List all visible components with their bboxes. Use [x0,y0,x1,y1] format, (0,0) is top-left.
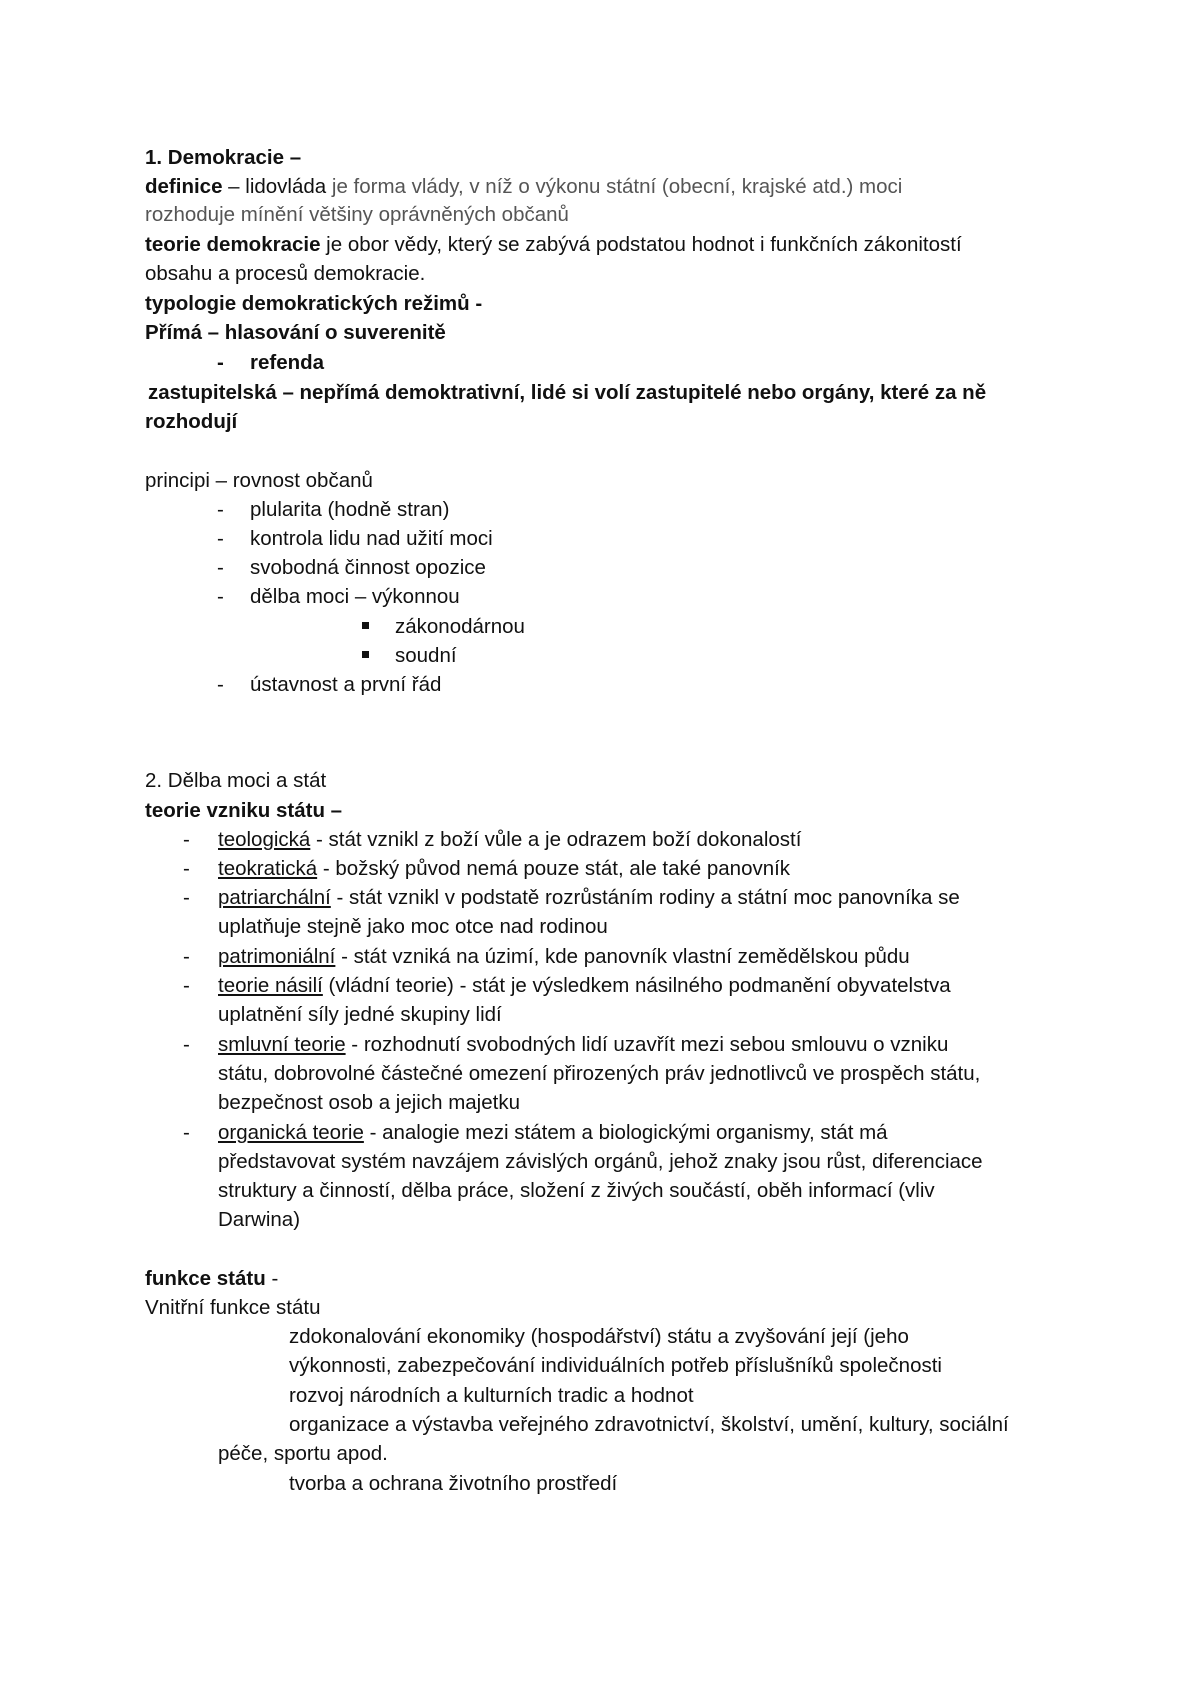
principle-text: plularita (hodně stran) [250,498,450,521]
representative-democracy-2: rozhodují [145,410,238,433]
theory-item-term: patrimoniální [218,945,336,968]
theory-item-text: - stát vzniká na úzimí, kde panovník vlastní zemědělskou půdu [335,945,910,968]
dash-marker: - [217,556,224,579]
power-subitem-text: zákonodárnou [395,615,525,638]
dash-marker: - [217,585,224,608]
dash-marker: - [183,945,190,968]
functions-heading-dash: - [265,1267,279,1290]
internal-functions-heading: Vnitřní funkce státu [145,1296,321,1319]
function-line: výkonnosti, zabezpečování individuálních potřeb příslušníků společnosti [289,1354,942,1377]
dash-marker: - [183,1033,190,1056]
function-line: rozvoj národních a kulturních tradic a hodnot [289,1384,694,1407]
dash-marker: - [183,886,190,909]
dash-marker: - [217,498,224,521]
functions-heading-text: funkce státu [145,1267,266,1290]
theory-text: je obor vědy, který se zabývá podstatou hodnot i funkčních zákonitostí [320,233,962,256]
square-bullet-icon [362,651,369,658]
theory-item-continuation: uplatňuje stejně jako moc otce nad rodinou [218,915,608,938]
definition-separator: – [222,175,246,198]
theory-item-text: - stát vznikl v podstatě rozrůstáním rodiny a státní moc panovníka se [330,886,960,909]
definition-text: je forma vlády, v níž o výkonu státní (obecní, krajské atd.) moci [326,175,903,198]
theory-item-term: teorie násilí [218,974,323,997]
direct-democracy: Přímá – hlasování o suverenitě [145,321,446,344]
dash-marker: - [183,828,190,851]
typology-heading: typologie demokratických režimů - [145,292,483,315]
theory-item-term: patriarchální [218,886,331,909]
dash-marker: - [217,527,224,550]
function-line: tvorba a ochrana životního prostředí [289,1472,618,1495]
principle-text: dělba moci – výkonnou [250,585,460,608]
dash-marker: - [183,857,190,880]
principle-text: kontrola lidu nad užití moci [250,527,493,550]
section1-heading: 1. Demokracie – [145,146,302,169]
theory-item-text: - rozhodnutí svobodných lidí uzavřít mezi sebou smlouvu o vzniku [345,1033,949,1056]
theory-line-2: obsahu a procesů demokracie. [145,262,426,285]
function-line: zdokonalování ekonomiky (hospodářství) státu a zvyšování její (jeho [289,1325,909,1348]
theory-item-text: - božský původ nemá pouze stát, ale také panovník [317,857,791,880]
section2-heading: 2. Dělba moci a stát [145,769,327,792]
theory-item-continuation: představovat systém navzájem závislých orgánů, jehož znaky jsou růst, diferenciace [218,1150,983,1173]
theory-item-continuation: státu, dobrovolné částečné omezení přirozených práv jednotlivců ve prospěch státu, [218,1062,981,1085]
theory-item-term: smluvní teorie [218,1033,346,1056]
theory-item-text: (vládní teorie) - stát je výsledkem násilného podmanění obyvatelstva [322,974,951,997]
theory-item-continuation: bezpečnost osob a jejich majetku [218,1091,520,1114]
dash-marker: - [183,974,190,997]
definition-word: lidovláda [245,175,327,198]
principles-first: principi – rovnost občanů [145,469,373,492]
theory-item-term: teokratická [218,857,318,880]
definition-line-2: rozhoduje mínění většiny oprávněných občanů [145,203,569,226]
functions-heading [145,1264,1075,1293]
theory-item-term: organická teorie [218,1121,364,1144]
theory-item-continuation: Darwina) [218,1208,301,1231]
theory-line [145,230,1075,259]
function-line: péče, sportu apod. [218,1442,388,1465]
theory-item-text: - analogie mezi státem a biologickými organismy, stát má [363,1121,888,1144]
function-line: organizace a výstavba veřejného zdravotnictví, školství, umění, kultury, sociální [289,1413,1009,1436]
principle-text: svobodná činnost opozice [250,556,486,579]
power-subitem-text: soudní [395,644,457,667]
theory-item-term: teologická [218,828,311,851]
dash-marker: - [183,1121,190,1144]
definition-term: definice [145,175,223,198]
definition-line [145,172,1075,201]
direct-item-text: refenda [250,351,325,374]
principle-text: ústavnost a první řád [250,673,442,696]
square-bullet-icon [362,622,369,629]
dash-marker: - [217,673,224,696]
theory-item-continuation: struktury a činností, dělba práce, složení z živých součástí, oběh informací (vliv [218,1179,935,1202]
theory-item-continuation: uplatnění síly jedné skupiny lidí [218,1003,502,1026]
dash-marker: - [217,351,224,374]
theory-term: teorie demokracie [145,233,321,256]
representative-democracy: zastupitelská – nepřímá demoktrativní, lidé si volí zastupitelé nebo orgány, které za ně [148,381,987,404]
theories-heading: teorie vzniku státu – [145,799,343,822]
theory-item-text: - stát vznikl z boží vůle a je odrazem boží dokonalostí [310,828,802,851]
